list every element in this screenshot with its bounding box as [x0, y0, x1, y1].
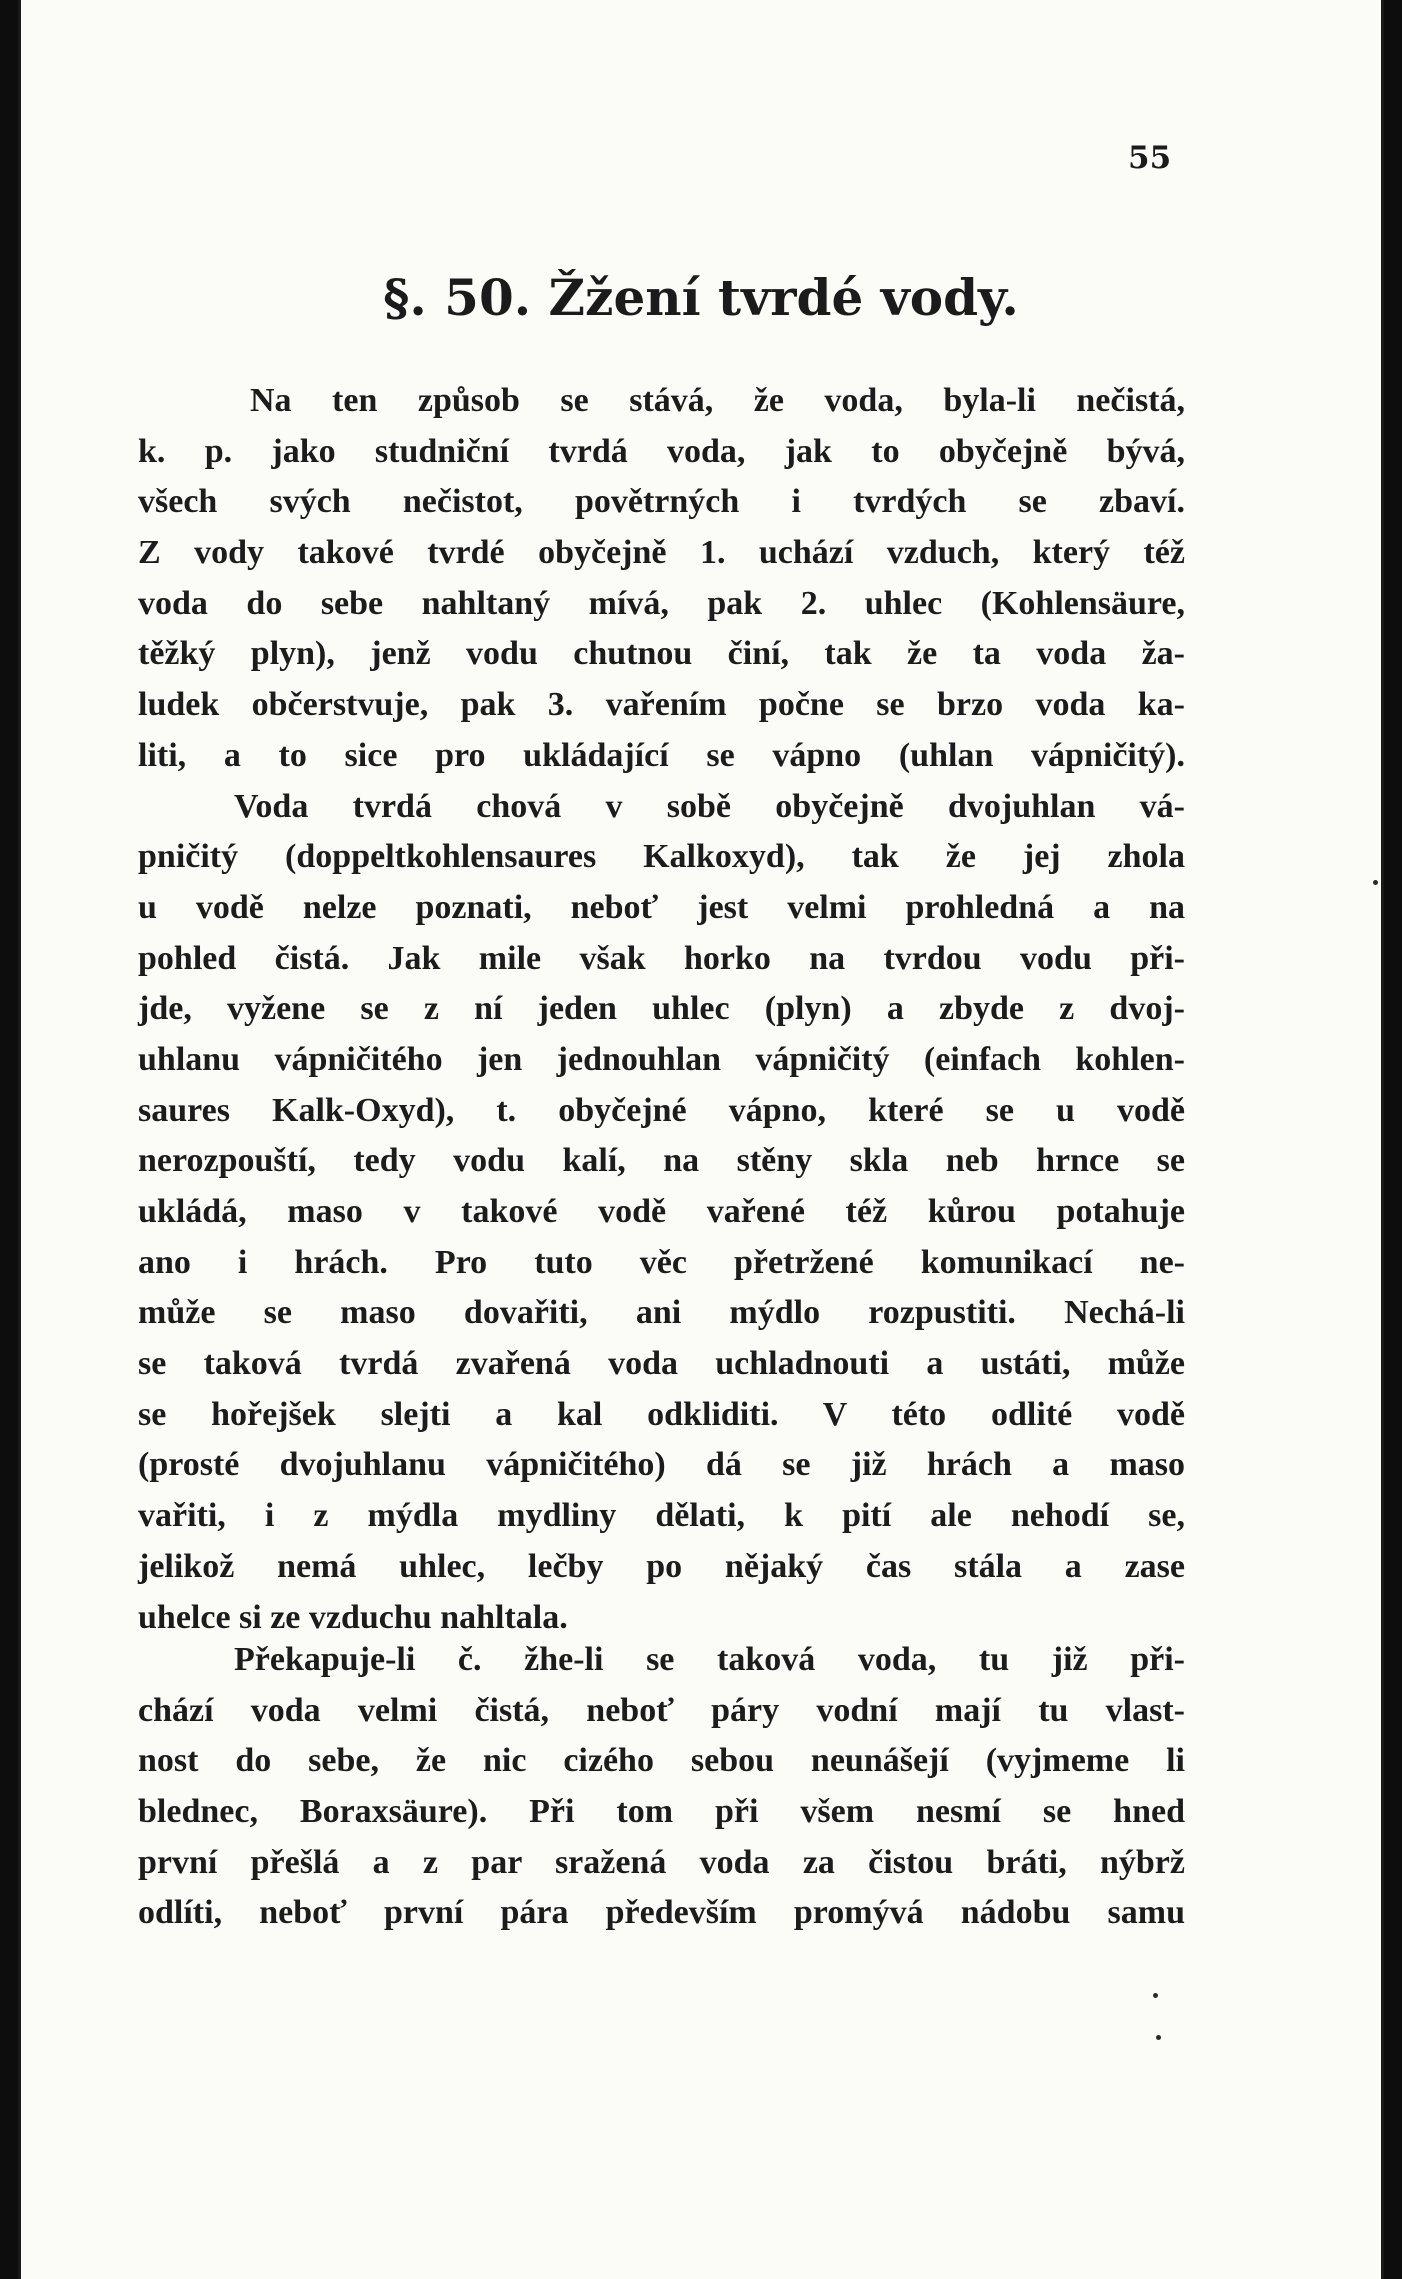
- text-line: liti, a to sice pro ukládající se vápno (uhlan vápničitý).: [138, 736, 1185, 774]
- text-line: první přešlá a z par sražená voda za čistou bráti, nýbrž: [138, 1843, 1185, 1881]
- text-line: uhelce si ze vzduchu nahltala.: [138, 1598, 568, 1636]
- text-line: Z vody takové tvrdé obyčejně 1. uchází vzduch, který též: [138, 534, 1185, 572]
- text-line: pohled čistá. Jak mile však horko na tvrdou vodu při-: [138, 939, 1185, 977]
- text-line: voda do sebe nahltaný mívá, pak 2. uhlec (Kohlensäure,: [138, 584, 1185, 622]
- paragraph-1: [138, 376, 1185, 1643]
- text-line: odlíti, neboť první pára především promývá nádobu samu: [138, 1894, 1185, 1932]
- paragraph-2: [138, 1635, 1185, 1939]
- text-line: pničitý (doppeltkohlensaures Kalkoxyd), tak že jej zhola: [138, 838, 1185, 876]
- text-line: chází voda velmi čistá, neboť páry vodní mají tu vlast-: [138, 1691, 1185, 1729]
- text-line: všech svých nečistot, povětrných i tvrdých se zbaví.: [138, 483, 1185, 521]
- text-line: nost do sebe, že nic cizého sebou neunášejí (vyjmeme li: [138, 1742, 1185, 1780]
- text-line: Na ten způsob se stává, že voda, byla-li nečistá,: [250, 382, 1185, 419]
- text-line: Voda tvrdá chová v sobě obyčejně dvojuhlan vá-: [234, 787, 1185, 825]
- text-line: nerozpouští, tedy vodu kalí, na stěny skla neb hrnce se: [138, 1142, 1185, 1180]
- text-line: blednec, Boraxsäure). Při tom při všem nesmí se hned: [138, 1793, 1185, 1831]
- page-number: 55: [1128, 140, 1172, 176]
- text-line: jde, vyžene se z ní jeden uhlec (plyn) a zbyde z dvoj-: [138, 990, 1185, 1028]
- speck: [1153, 1993, 1158, 1998]
- speck: [1156, 2035, 1161, 2040]
- text-line: těžký plyn), jenž vodu chutnou činí, tak že ta voda ža-: [138, 635, 1185, 673]
- speck: [1373, 880, 1378, 885]
- text-line: Překapuje-li č. žhe-li se taková voda, tu již při-: [234, 1641, 1185, 1678]
- text-line: ludek občerstvuje, pak 3. vařením počne se brzo voda ka-: [138, 686, 1185, 724]
- text-line: může se maso dovařiti, ani mýdlo rozpustiti. Nechá-li: [138, 1294, 1185, 1332]
- book-page: [18, 0, 1384, 2279]
- text-line: saures Kalk-Oxyd), t. obyčejné vápno, které se u vodě: [138, 1091, 1185, 1129]
- text-line: vařiti, i z mýdla mydliny dělati, k pití ale nehodí se,: [138, 1497, 1185, 1535]
- text-line: (prosté dvojuhlanu vápničitého) dá se již hrách a maso: [138, 1446, 1185, 1484]
- text-line: se taková tvrdá zvařená voda uchladnouti a ustáti, může: [138, 1345, 1185, 1383]
- text-line: ukládá, maso v takové vodě vařené též kůrou potahuje: [138, 1193, 1185, 1230]
- section-heading: §. 50. Žžení tvrdé vody.: [383, 268, 1019, 327]
- page-right-edge: [1381, 0, 1384, 2279]
- text-line: jelikož nemá uhlec, lečby po nějaký čas stála a zase: [138, 1547, 1185, 1585]
- text-line: k. p. jako studniční tvrdá voda, jak to obyčejně bývá,: [138, 432, 1185, 470]
- page-left-edge: [18, 0, 21, 2279]
- text-line: se hořejšek slejti a kal odkliditi. V této odlité vodě: [138, 1395, 1185, 1433]
- text-line: u vodě nelze poznati, neboť jest velmi prohledná a na: [138, 888, 1185, 926]
- text-line: ano i hrách. Pro tuto věc přetržené komunikací ne-: [138, 1243, 1185, 1281]
- text-line: uhlanu vápničitého jen jednouhlan vápničitý (einfach kohlen-: [138, 1040, 1185, 1078]
